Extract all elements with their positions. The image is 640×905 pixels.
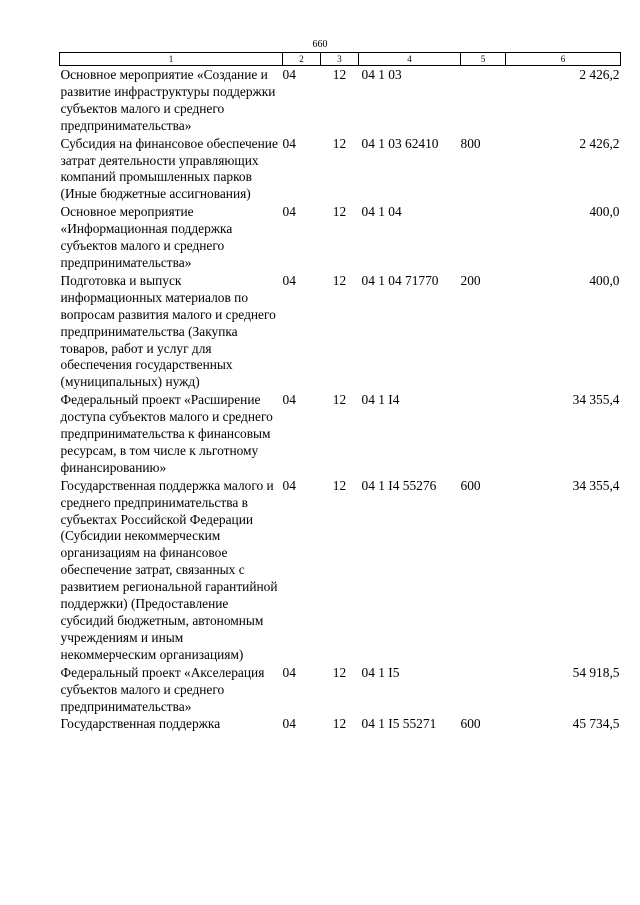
table-row	[60, 272, 621, 391]
row-section: 04	[282, 664, 296, 680]
row-section: 04	[282, 135, 296, 151]
row-section: 04	[282, 392, 296, 408]
row-expense-type: 600	[460, 477, 481, 493]
row-target-code: 04 1 I5	[361, 664, 400, 680]
row-subsection: 12	[332, 135, 347, 151]
row-name: Государственная поддержка	[60, 716, 221, 732]
row-sum: 400,0	[589, 272, 620, 288]
row-name: Основное мероприятие «Информационная поддержка субъектов малого и среднего предпринимательства»	[60, 204, 233, 270]
row-section: 04	[282, 272, 296, 288]
table-row	[60, 477, 621, 664]
row-expense-type: 800	[460, 135, 481, 151]
header-row	[60, 53, 621, 66]
row-name: Государственная поддержка малого и среднего предпринимательства в субъектах Российской Федерации (Субсидии некоммерческим организациям на финансовое обеспечение затрат, связанных с развитием региональной гарантийной поддержки) (Предоставление субсидий бюджетным, автономным учреждениям и иным некоммерческим организациям)	[60, 477, 278, 662]
row-section: 04	[282, 67, 296, 82]
row-subsection: 12	[332, 272, 347, 288]
row-expense-type	[461, 66, 506, 135]
row-subsection: 12	[332, 204, 347, 220]
row-target-code: 04 1 I4 55276	[361, 477, 437, 493]
table-row	[60, 391, 621, 477]
table-body	[60, 66, 621, 734]
row-expense-type	[461, 391, 506, 477]
header-col-4: 4	[359, 53, 461, 66]
row-expense-type: 200	[460, 272, 481, 288]
row-sum: 54 918,5	[572, 664, 620, 680]
row-name: Субсидия на финансовое обеспечение затрат деятельности управляющих компаний промышленных парков (Иные бюджетные ассигнования)	[60, 135, 278, 202]
row-subsection: 12	[332, 67, 347, 82]
header-col-6: 6	[506, 53, 621, 66]
row-expense-type: 600	[460, 716, 481, 732]
row-name: Федеральный проект «Расширение доступа субъектов малого и среднего предпринимательства к финансовым ресурсам, в том числе к льготному финансированию»	[60, 392, 273, 475]
table-row	[60, 66, 621, 135]
table-row	[60, 715, 621, 733]
row-section: 04	[282, 477, 296, 493]
row-expense-type	[461, 203, 506, 272]
header-col-3: 3	[321, 53, 359, 66]
row-section: 04	[282, 716, 296, 732]
row-sum: 45 734,5	[572, 716, 620, 732]
row-target-code: 04 1 I4	[361, 392, 400, 408]
row-target-code: 04 1 03	[361, 67, 402, 82]
row-sum: 34 355,4	[572, 477, 620, 493]
page-number: 660	[312, 39, 328, 50]
row-section: 04	[282, 204, 296, 220]
row-name: Федеральный проект «Акселерация субъектов малого и среднего предпринимательства»	[60, 664, 265, 714]
table-header	[60, 53, 621, 66]
row-name: Основное мероприятие «Создание и развитие инфраструктуры поддержки субъектов малого и среднего предпринимательства»	[60, 67, 276, 133]
row-target-code: 04 1 03 62410	[361, 135, 439, 151]
header-col-5: 5	[461, 53, 506, 66]
row-sum: 34 355,4	[572, 392, 620, 408]
row-expense-type	[461, 664, 506, 716]
row-sum: 2 426,2	[579, 67, 620, 82]
table-row	[60, 203, 621, 272]
row-subsection: 12	[332, 716, 347, 732]
row-subsection: 12	[332, 477, 347, 493]
row-target-code: 04 1 04 71770	[361, 272, 439, 288]
row-target-code: 04 1 04	[361, 204, 402, 220]
row-target-code: 04 1 I5 55271	[361, 716, 437, 732]
row-subsection: 12	[332, 392, 347, 408]
table-row	[60, 664, 621, 716]
row-name: Подготовка и выпуск информационных материалов по вопросам развития малого и среднего предпринимательства (Закупка товаров, работ и услуг для обеспечения государственных (муниципальных) нужд)	[60, 272, 276, 390]
row-sum: 400,0	[589, 204, 620, 220]
header-col-2: 2	[283, 53, 321, 66]
row-subsection: 12	[332, 664, 347, 680]
header-col-1: 1	[60, 53, 283, 66]
budget-table	[59, 52, 621, 733]
table-row	[60, 135, 621, 204]
row-sum: 2 426,2	[579, 135, 620, 151]
